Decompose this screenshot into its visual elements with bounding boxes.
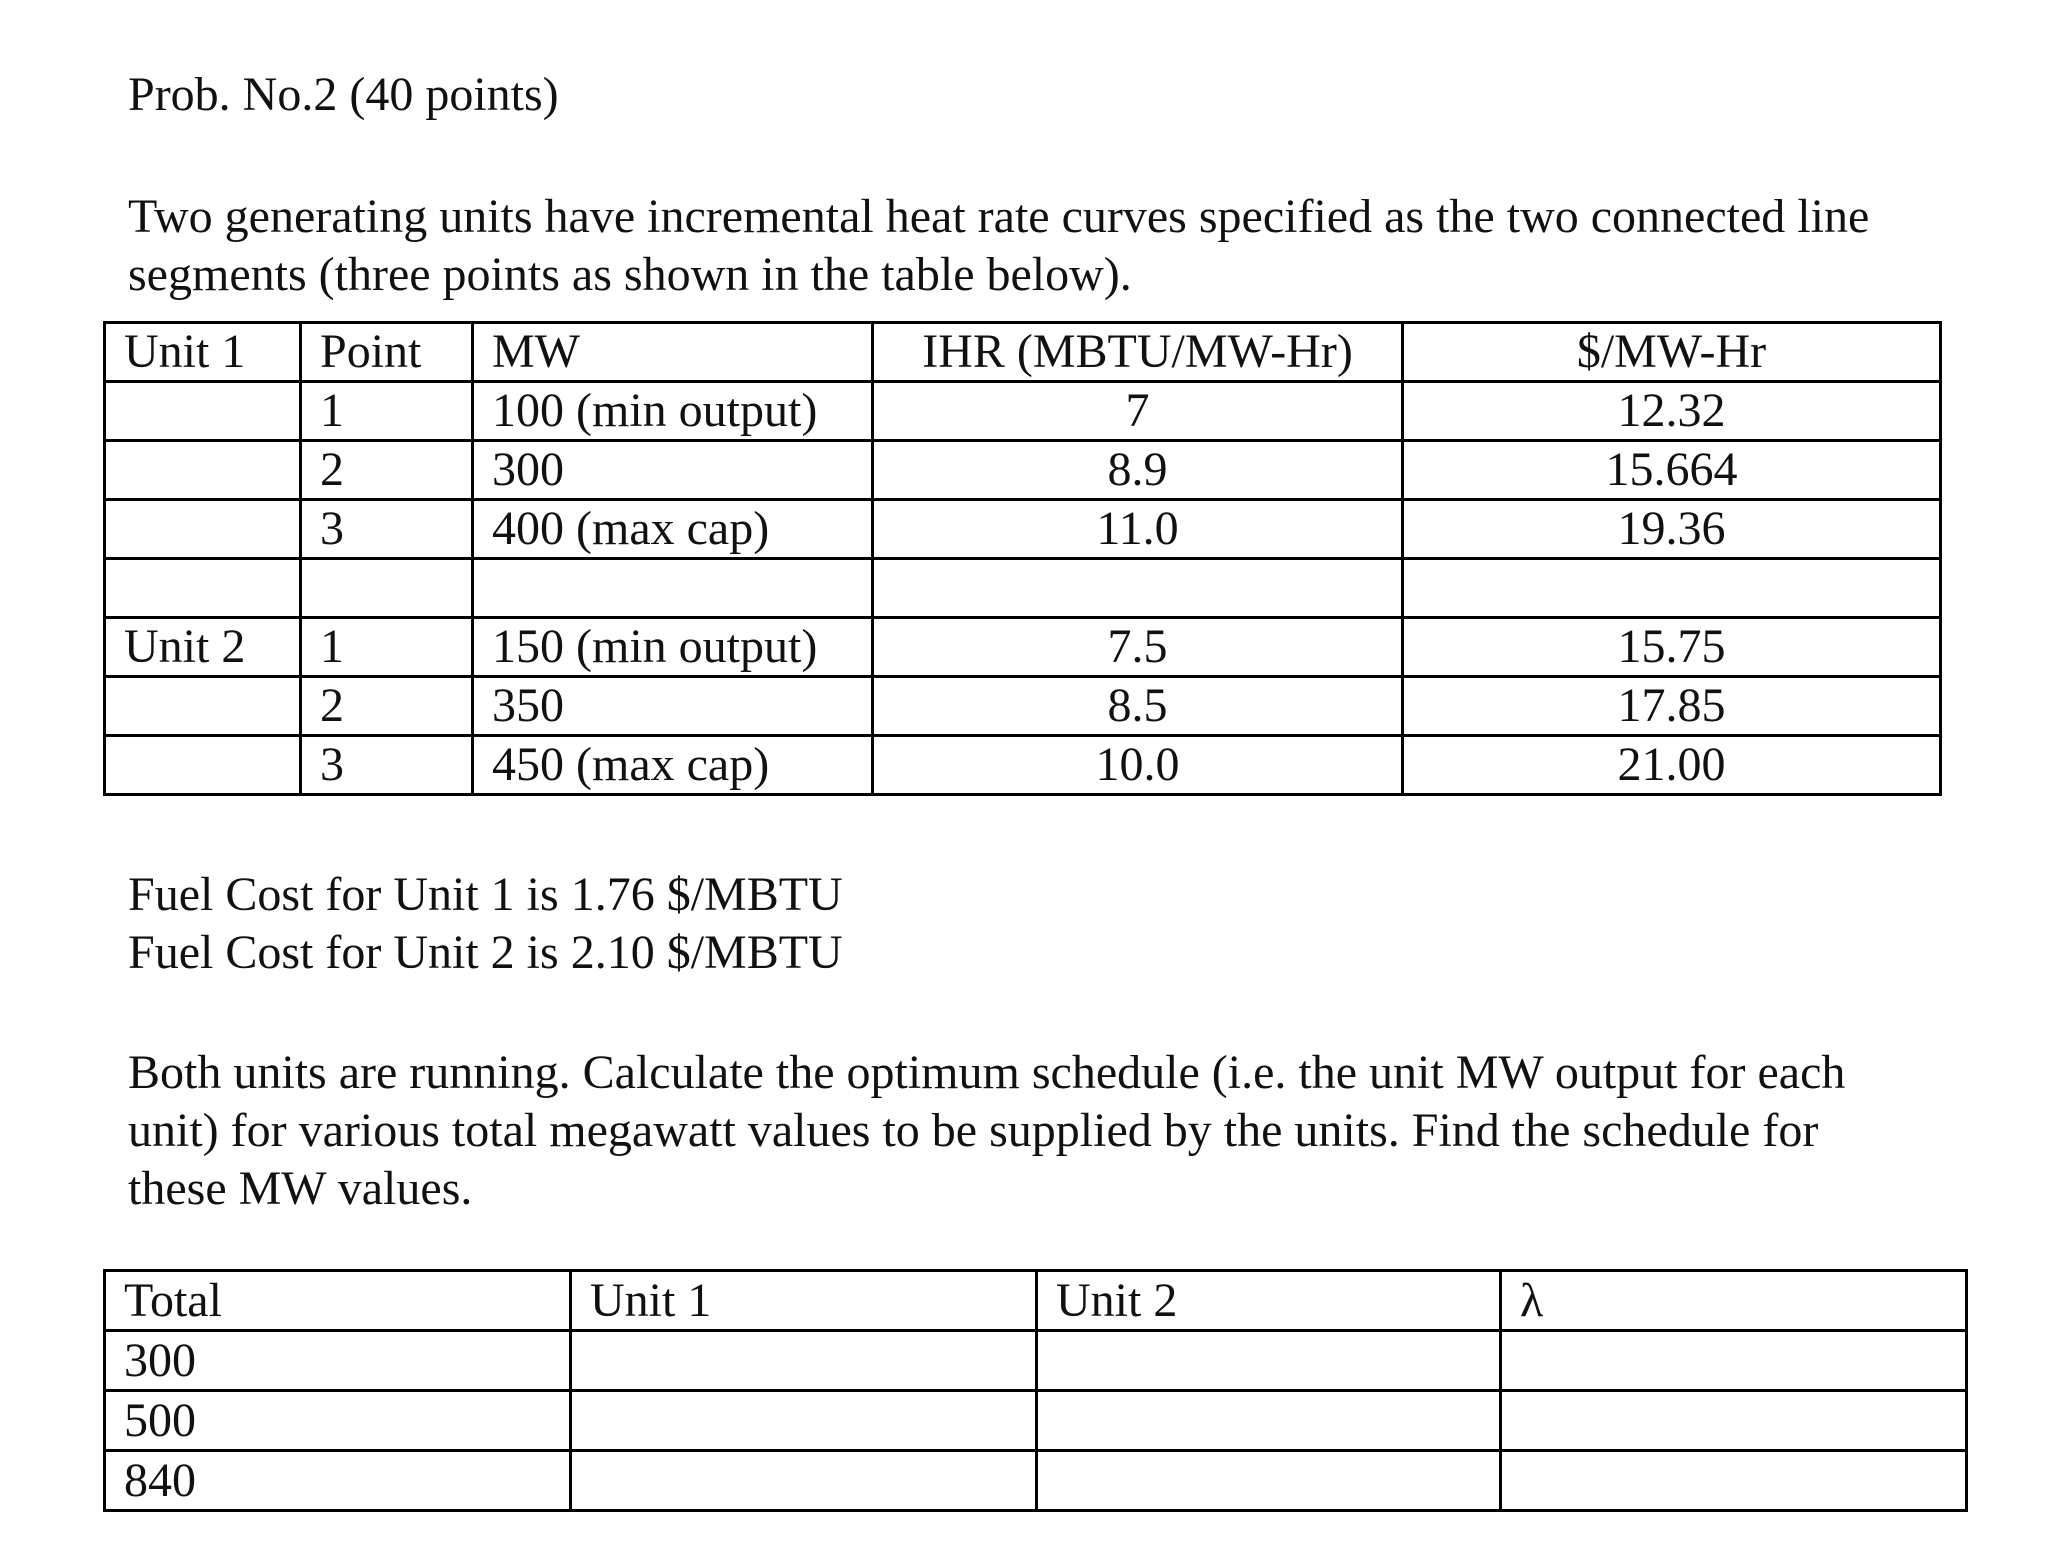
cell-unit1	[571, 1391, 1037, 1451]
table-row	[105, 382, 1941, 441]
cell-mw: 350	[473, 677, 873, 736]
cell-ihr: 8.9	[873, 441, 1403, 500]
cell-point: 3	[301, 500, 473, 559]
header-unit2: Unit 2	[1037, 1271, 1501, 1331]
cell-mw	[473, 559, 873, 618]
cell-total: 500	[105, 1391, 571, 1451]
cell-point: 3	[301, 736, 473, 795]
cell-unit2	[1037, 1451, 1501, 1511]
header-mw: MW	[473, 323, 873, 382]
cell-point: 1	[301, 382, 473, 441]
cell-unit	[105, 441, 301, 500]
table-row	[105, 736, 1941, 795]
cell-cost: 21.00	[1403, 736, 1941, 795]
cell-cost: 19.36	[1403, 500, 1941, 559]
table-row	[105, 1331, 1967, 1391]
cell-ihr: 10.0	[873, 736, 1403, 795]
header-total: Total	[105, 1271, 571, 1331]
header-unit: Unit 1	[105, 323, 301, 382]
table-row	[105, 677, 1941, 736]
cell-mw: 150 (min output)	[473, 618, 873, 677]
cell-cost: 12.32	[1403, 382, 1941, 441]
cell-mw: 450 (max cap)	[473, 736, 873, 795]
cell-unit	[105, 677, 301, 736]
cell-ihr: 7.5	[873, 618, 1403, 677]
cell-mw: 300	[473, 441, 873, 500]
cell-point: 2	[301, 441, 473, 500]
cell-lambda	[1501, 1391, 1967, 1451]
table-row	[105, 1391, 1967, 1451]
header-ihr: IHR (MBTU/MW-Hr)	[873, 323, 1403, 382]
cell-point	[301, 559, 473, 618]
cell-unit2	[1037, 1331, 1501, 1391]
problem-title: Prob. No.2 (40 points)	[128, 68, 559, 121]
cell-unit	[105, 500, 301, 559]
intro-paragraph: Two generating units have incremental heat rate curves specified as the two connected line segments (three points as shown in the table below).	[128, 190, 1870, 301]
table-header-row	[105, 1271, 1967, 1331]
cell-lambda	[1501, 1451, 1967, 1511]
header-point: Point	[301, 323, 473, 382]
cell-total: 840	[105, 1451, 571, 1511]
table-row	[105, 1451, 1967, 1511]
fuel-cost-unit1: Fuel Cost for Unit 1 is 1.76 $/MBTU	[128, 868, 843, 921]
cell-ihr	[873, 559, 1403, 618]
cell-ihr: 11.0	[873, 500, 1403, 559]
cell-cost: 15.664	[1403, 441, 1941, 500]
cell-point: 2	[301, 677, 473, 736]
table-row	[105, 441, 1941, 500]
cell-point: 1	[301, 618, 473, 677]
fuel-cost-block	[128, 866, 843, 982]
header-unit1: Unit 1	[571, 1271, 1037, 1331]
cell-total: 300	[105, 1331, 571, 1391]
cell-unit1	[571, 1451, 1037, 1511]
table-header-row	[105, 323, 1941, 382]
cell-ihr: 8.5	[873, 677, 1403, 736]
header-cost: $/MW-Hr	[1403, 323, 1941, 382]
heat-rate-table	[103, 321, 1942, 796]
cell-cost: 15.75	[1403, 618, 1941, 677]
cell-unit2	[1037, 1391, 1501, 1451]
cell-lambda	[1501, 1331, 1967, 1391]
cell-mw: 100 (min output)	[473, 382, 873, 441]
table-row	[105, 559, 1941, 618]
question-paragraph: Both units are running. Calculate the optimum schedule (i.e. the unit MW output for each unit) for various total megawatt values to be supplied by the units. Find the schedule for these MW values.	[128, 1046, 1846, 1215]
cell-mw: 400 (max cap)	[473, 500, 873, 559]
schedule-table	[103, 1269, 1968, 1512]
table-row	[105, 618, 1941, 677]
cell-unit	[105, 559, 301, 618]
cell-cost	[1403, 559, 1941, 618]
header-lambda: λ	[1501, 1271, 1967, 1331]
cell-unit	[105, 382, 301, 441]
cell-unit	[105, 736, 301, 795]
cell-ihr: 7	[873, 382, 1403, 441]
cell-cost: 17.85	[1403, 677, 1941, 736]
table-row	[105, 500, 1941, 559]
cell-unit1	[571, 1331, 1037, 1391]
fuel-cost-unit2: Fuel Cost for Unit 2 is 2.10 $/MBTU	[128, 926, 843, 979]
cell-unit: Unit 2	[105, 618, 301, 677]
